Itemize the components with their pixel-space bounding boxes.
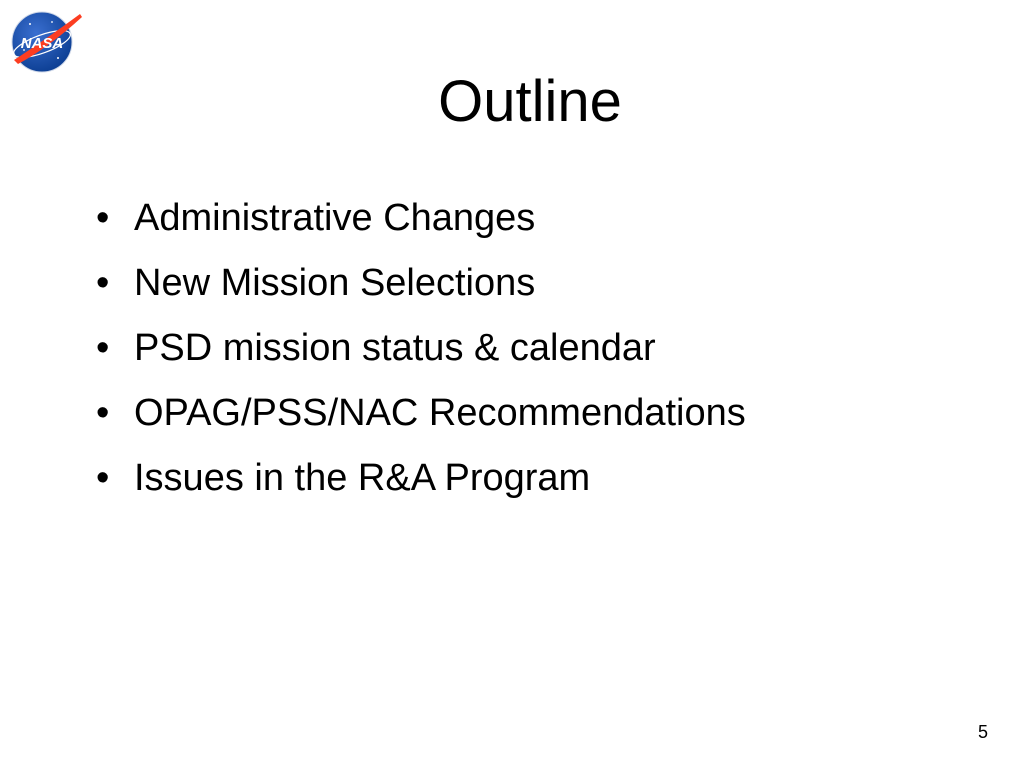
bullet-text: New Mission Selections [134,262,536,304]
bullet-icon: • [96,457,110,499]
bullet-item [96,251,746,316]
bullet-icon: • [96,197,110,239]
bullet-item [96,446,746,511]
bullet-text: OPAG/PSS/NAC Recommendations [134,392,746,434]
bullet-item [96,316,746,381]
bullet-text: PSD mission status & calendar [134,327,656,369]
bullet-icon: • [96,262,110,304]
slide-title: Outline [438,69,622,134]
bullet-item [96,186,746,251]
bullet-icon: • [96,392,110,434]
bullet-text: Administrative Changes [134,197,536,239]
page-number: 5 [977,722,988,742]
bullet-item [96,381,746,446]
bullet-list [96,186,746,511]
bullet-icon: • [96,327,110,369]
nasa-logo-text: NASA [20,35,64,52]
bullet-text: Issues in the R&A Program [134,457,591,499]
